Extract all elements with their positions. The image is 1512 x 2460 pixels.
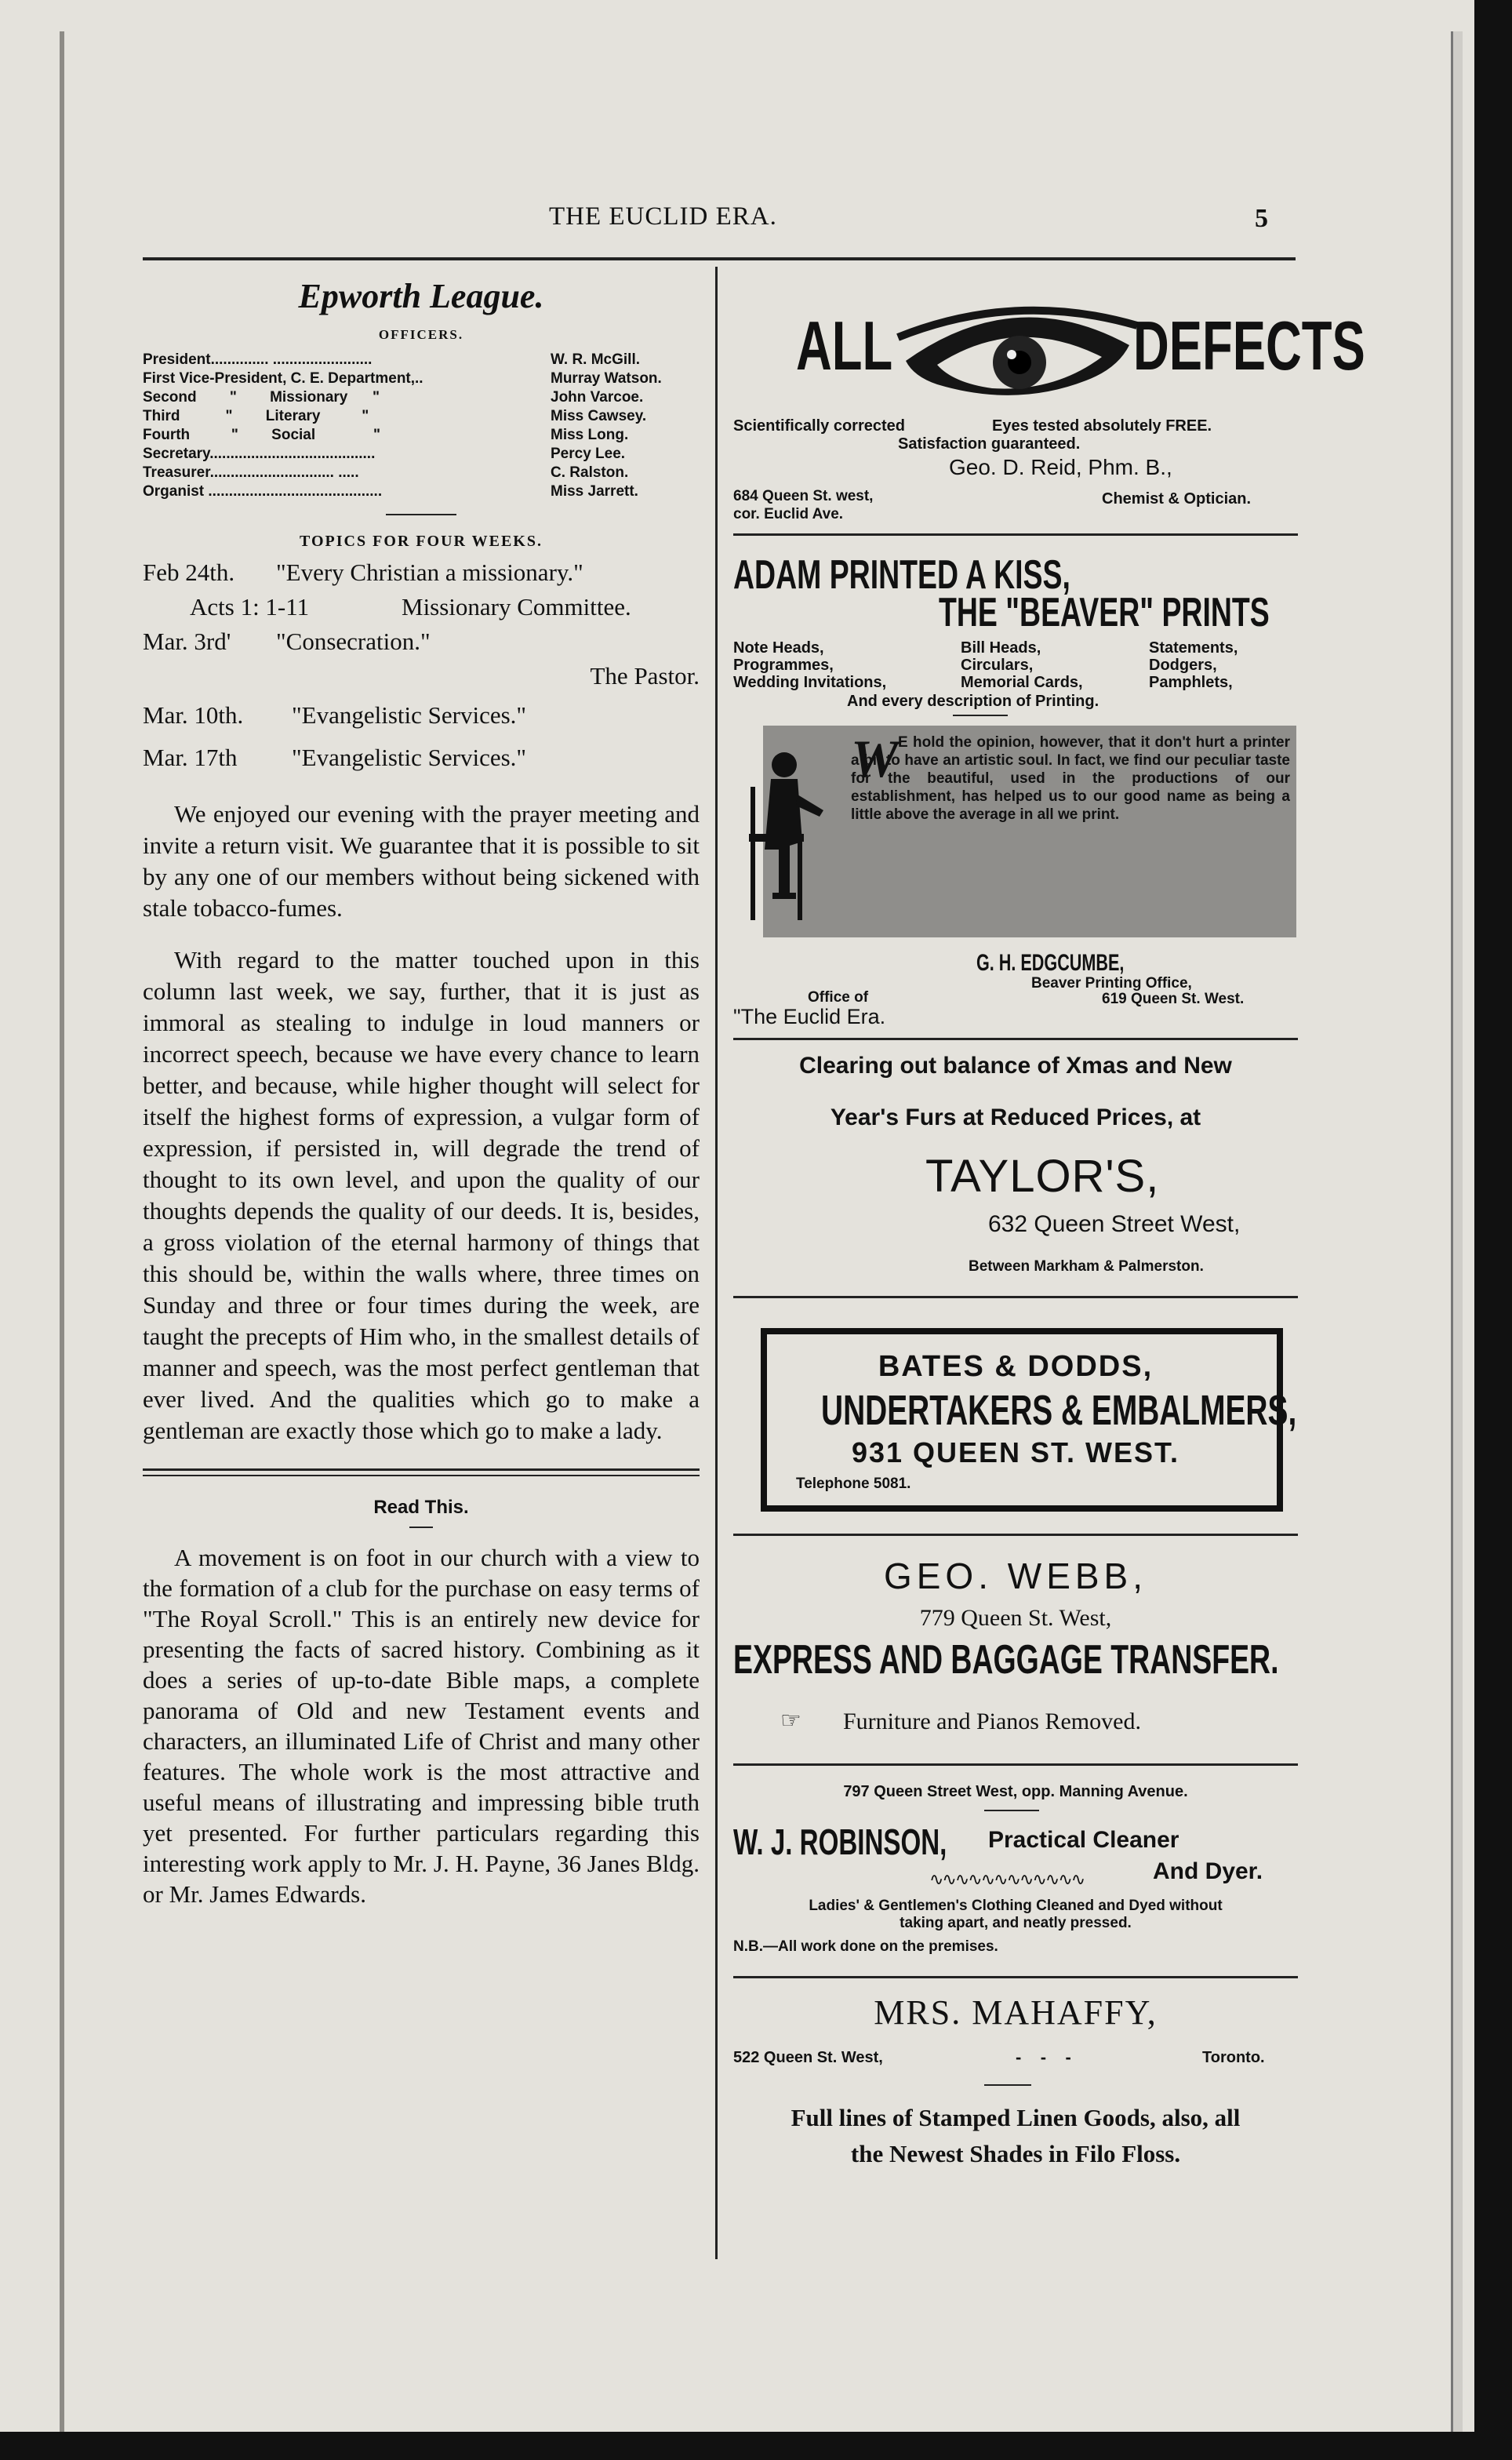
page-binding-edge: [60, 31, 64, 2432]
ad-reid-all: ALL: [796, 307, 893, 384]
topic-date: Mar. 17th: [143, 744, 238, 771]
officer-row: [143, 426, 700, 445]
pointing-hand-icon: ☞: [780, 1708, 801, 1734]
section-rule: [143, 1468, 700, 1471]
topic-text: "Evangelistic Services.": [292, 744, 527, 771]
ad-taylor-line1: Clearing out balance of Xmas and New: [799, 1053, 1232, 1079]
officer-role: Organist ..........................................: [143, 483, 383, 500]
topic-date: Feb 24th.: [143, 559, 235, 586]
officer-name: C. Ralston.: [551, 464, 629, 481]
topic-date: Mar. 10th.: [143, 701, 244, 729]
short-divider: [409, 1527, 433, 1528]
topic-row: [143, 590, 700, 624]
newspaper-title: THE EUCLID ERA.: [549, 202, 777, 231]
ad-beaver-item: Wedding Invitations,: [733, 674, 887, 691]
officer-role: Secretary........................................: [143, 446, 376, 462]
ad-beaver-box-text: E hold the opinion, however, that it don't hurt a printer a bit to have an artistic soul. In fact, we find our peculiar taste for the beautiful, used in the productions of our establishment, has helped us to our good name as being a little above the average in all we print.: [851, 734, 1290, 823]
officers-heading: OFFICERS.: [378, 327, 464, 342]
officer-name: Murray Watson.: [551, 370, 662, 387]
ad-beaver-line1: ADAM PRINTED A KISS,: [733, 552, 1070, 598]
topic-row: [143, 698, 700, 733]
ad-reid-title: Chemist & Optician.: [1102, 490, 1252, 508]
ad-taylor-address: 632 Queen Street West,: [988, 1211, 1241, 1237]
topic-date: Acts 1: 1-11: [190, 593, 310, 620]
ad-taylor-between: Between Markham & Palmerston.: [969, 1258, 1204, 1275]
ad-reid-address1: 684 Queen St. west,: [733, 488, 874, 504]
officer-row: [143, 407, 700, 426]
topics-heading: TOPICS FOR FOUR WEEKS.: [300, 533, 543, 550]
ad-webb-pianos: Furniture and Pianos Removed.: [843, 1709, 1141, 1734]
ad-beaver-item: Memorial Cards,: [961, 674, 1083, 691]
league-title: Epworth League.: [298, 277, 544, 315]
ad-beaver-item: Dodgers,: [1149, 657, 1217, 674]
ad-beaver-address: 619 Queen St. West.: [1102, 991, 1245, 1007]
ad-beaver-initial: W: [851, 729, 899, 788]
ad-webb-address: 779 Queen St. West,: [919, 1605, 1112, 1631]
officer-role: President.............. ........................: [143, 351, 373, 368]
column-divider: [715, 267, 718, 2259]
ad-webb-express: [733, 1536, 1298, 1763]
officer-role: Third " Literary ": [143, 408, 369, 424]
topic-text: "Every Christian a missionary.": [276, 559, 583, 586]
ad-bates-line2: UNDERTAKERS & EMBALMERS,: [821, 1387, 1297, 1434]
officer-row: [143, 464, 700, 482]
wavy-ornament-icon: ∿∿∿∿∿∿∿∿∿∿∿∿: [929, 1869, 1085, 1889]
topic-row: [143, 741, 700, 775]
ad-robinson-title1: Practical Cleaner: [988, 1827, 1179, 1853]
officer-row: [143, 388, 700, 407]
right-column: [733, 267, 1365, 2214]
ad-webb-name: GEO. WEBB,: [883, 1556, 1148, 1596]
topic-row: [143, 624, 700, 659]
section-rule-thin: [143, 1475, 700, 1476]
short-divider: [984, 1810, 1039, 1811]
officer-name: W. R. McGill.: [551, 351, 641, 368]
officer-role: Second " Missionary ": [143, 389, 380, 406]
ad-reid-satisfaction: Satisfaction guaranteed.: [898, 435, 1081, 453]
officer-name: Miss Jarrett.: [551, 483, 638, 500]
topics-list: [143, 555, 700, 775]
ad-beaver-office: Beaver Printing Office,: [1031, 975, 1192, 992]
officer-row: [143, 445, 700, 464]
topic-date: Mar. 3rd': [143, 628, 231, 655]
paragraph-evening: We enjoyed our evening with the prayer meeting and invite a return visit. We guarantee that it is possible to sit by any one of our members without being sickened with stale tobacco-fumes.: [143, 800, 700, 922]
ad-mahaffy-linen: [733, 1978, 1298, 2214]
ad-beaver-item: Circulars,: [961, 657, 1034, 674]
officer-name: Percy Lee.: [551, 446, 626, 462]
short-divider: [386, 514, 456, 515]
ad-beaver-closing: And every description of Printing.: [847, 693, 1099, 710]
ad-mahaffy-dashes: - - -: [1016, 2047, 1071, 2067]
ad-beaver-item: Bill Heads,: [961, 639, 1041, 657]
ad-beaver-item: Statements,: [1149, 639, 1238, 657]
ad-bates-address: 931 QUEEN ST. WEST.: [851, 1436, 1180, 1468]
ad-taylor-line2: Year's Furs at Reduced Prices, at: [830, 1104, 1201, 1130]
ad-bates-name: BATES & DODDS,: [878, 1350, 1154, 1383]
page-right-edge: [1451, 31, 1463, 2432]
ad-beaver-line2: THE "BEAVER" PRINTS: [939, 590, 1270, 635]
ad-beaver-proprietor: G. H. EDGCUMBE,: [976, 950, 1125, 976]
officer-role: Fourth " Social ": [143, 427, 381, 443]
ad-beaver-item: Programmes,: [733, 657, 834, 674]
paragraph-royal-scroll: A movement is on foot in our church with a view to the formation of a club for the purchase on easy terms of "The Royal Scroll." This is an entirely new device for presenting the facts of sacred history. Combining as it does a series of up-to-date Bible maps, a complete panorama of Old and new Testament events and characters, an illuminated Life of Christ and many other features. The whole work is the most attractive and useful means of illustrating and impressing bible truth yet presented. For further particulars regarding this interesting work apply to Mr. J. H. Payne, 36 Janes Bldg. or Mr. James Edwards.: [143, 1544, 700, 1908]
topic-text: "Evangelistic Services.": [292, 701, 527, 729]
ad-mahaffy-city: Toronto.: [1202, 2049, 1265, 2066]
ad-reid-free: Eyes tested absolutely FREE.: [992, 417, 1212, 435]
paragraph-manners: With regard to the matter touched upon in this column last week, we say, further, that it is just as immoral as stealing to indulge in loud manners or incorrect speech, because we have every chance to learn better, and because, while higher thought will select for itself the highest forms of expression, a vulgar form of expression, if persisted in, will degrade the trend of thought to its own level, and upon the quality of our thoughts depends the quality of our deeds. It is, besides, a gross violation of the eternal harmony of things that this should be, within the walls where, three times on Sunday and three or four times during the week, are taught the precepts of Him who, in the smallest details of manner and speech, was the most perfect gentleman that ever lived. And the qualities which go to make a gentleman are exactly those which go to make a lady.: [143, 946, 700, 1444]
ad-reid-name: Geo. D. Reid, Phm. B.,: [949, 455, 1172, 479]
officers-list: [143, 351, 700, 501]
ad-robinson-line2: taking apart, and neatly pressed.: [900, 1915, 1132, 1931]
officer-role: Treasurer.............................. .....: [143, 464, 359, 481]
short-divider: [953, 715, 1008, 716]
ad-beaver-item: Note Heads,: [733, 639, 824, 657]
ad-webb-service: EXPRESS AND BAGGAGE TRANSFER.: [733, 1637, 1279, 1683]
officer-row: [143, 482, 700, 501]
header-rule: [143, 257, 1296, 260]
left-column: [143, 267, 700, 1909]
ad-mahaffy-line2: the Newest Shades in Filo Floss.: [850, 2140, 1181, 2167]
ad-taylor-name: TAYLOR'S,: [925, 1151, 1160, 1202]
officer-name: Miss Cawsey.: [551, 408, 647, 424]
ad-bates-dodds: [733, 1298, 1298, 1534]
officer-name: Miss Long.: [551, 427, 629, 443]
topic-text: "Consecration.": [276, 628, 431, 655]
ad-robinson-name: W. J. ROBINSON,: [733, 1821, 947, 1862]
ad-reid-address2: cor. Euclid Ave.: [733, 506, 844, 522]
ad-robinson-line1: Ladies' & Gentlemen's Clothing Cleaned and Dyed without: [809, 1898, 1223, 1914]
page-number: 5: [1255, 204, 1268, 233]
ad-robinson-note: N.B.—All work done on the premises.: [733, 1938, 998, 1955]
read-this-heading: Read This.: [373, 1497, 469, 1518]
eye-icon: [890, 290, 1141, 416]
short-divider: [984, 2084, 1031, 2086]
ad-robinson-address: 797 Queen Street West, opp. Manning Avenue.: [843, 1783, 1188, 1800]
ad-mahaffy-address: 522 Queen St. West,: [733, 2049, 883, 2066]
topic-row: [143, 555, 700, 590]
ad-bates-phone: Telephone 5081.: [796, 1476, 911, 1492]
ad-reid-corrected: Scientifically corrected: [733, 417, 905, 435]
ad-beaver-item: Pamphlets,: [1149, 674, 1233, 691]
officer-name: John Varcoe.: [551, 389, 644, 406]
ad-beaver-items: [733, 639, 1298, 691]
ad-robinson-cleaner: [733, 1766, 1298, 1976]
officer-row: [143, 351, 700, 369]
ad-mahaffy-name: MRS. MAHAFFY,: [874, 1993, 1158, 2032]
ad-reid-optician: [733, 267, 1365, 533]
seated-man-silhouette-icon: [741, 748, 827, 928]
topic-text: Missionary Committee.: [402, 593, 631, 620]
ad-reid-defects: DEFECTS: [1133, 307, 1365, 384]
officer-row: [143, 369, 700, 388]
ad-taylor-furs: [733, 1040, 1298, 1290]
ad-beaver-paper: "The Euclid Era.: [733, 1005, 886, 1028]
ad-mahaffy-line1: Full lines of Stamped Linen Goods, also, all: [791, 2104, 1241, 2131]
ad-robinson-title2: And Dyer.: [1153, 1858, 1263, 1884]
officer-role: First Vice-President, C. E. Department,..: [143, 370, 423, 387]
ad-beaver-office-of: Office of: [808, 989, 869, 1006]
ad-beaver-printing: [733, 536, 1298, 1028]
topic-text: The Pastor.: [590, 662, 700, 690]
topic-row: [143, 659, 700, 693]
